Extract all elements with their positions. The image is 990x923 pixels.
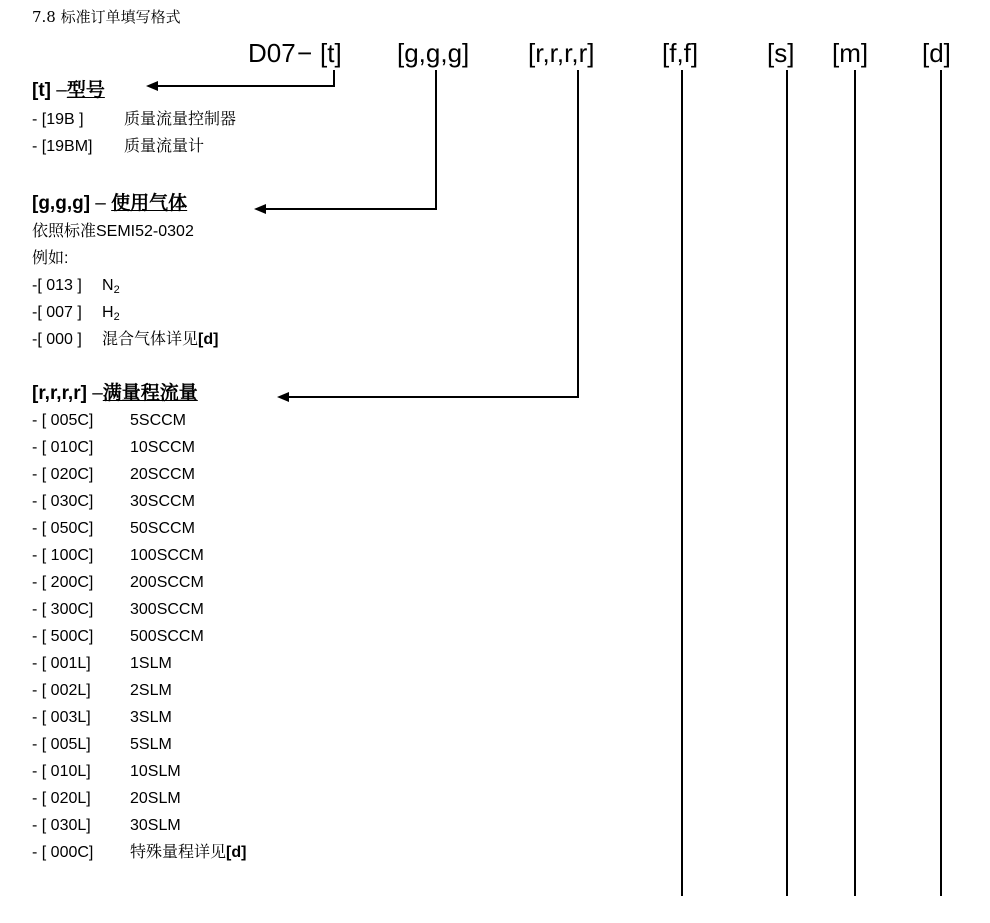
- gas-example-note: 例如:: [32, 250, 69, 267]
- item-code: - [ 003L]: [32, 709, 91, 726]
- range-heading-sep: –: [86, 383, 103, 404]
- item-desc: 50SCCM: [130, 520, 195, 537]
- range-list: [32, 407, 246, 866]
- arrowhead-g: [254, 204, 266, 214]
- list-item: [32, 839, 246, 866]
- item-desc: N: [102, 277, 114, 294]
- item-code: - [ 010C]: [32, 439, 94, 456]
- item-desc: 混合气体详见: [102, 331, 199, 348]
- range-heading-label: 满量程流量: [102, 383, 198, 404]
- list-item: [32, 272, 218, 299]
- item-code: - [ 500C]: [32, 628, 94, 645]
- code-field-t: [t]: [320, 38, 342, 68]
- gas-heading-sep: –: [90, 193, 112, 214]
- list-item: [32, 677, 246, 704]
- arrow-t: [156, 70, 334, 86]
- section-title: 7.8 标准订单填写格式: [32, 8, 181, 26]
- item-subscript: 2: [113, 284, 120, 296]
- list-item: [32, 785, 246, 812]
- list-item: [32, 812, 246, 839]
- item-code: - [ 030C]: [32, 493, 94, 510]
- code-field-m: [m]: [832, 38, 869, 68]
- code-field-s: [s]: [767, 38, 795, 68]
- gas-heading-label: 使用气体: [111, 193, 188, 214]
- item-desc: 30SCCM: [130, 493, 195, 510]
- item-code: - [ 300C]: [32, 601, 94, 618]
- list-item: [32, 106, 236, 133]
- range-heading-code: [r,r,r,r]: [32, 383, 87, 404]
- list-item: [32, 488, 246, 515]
- item-desc: 20SLM: [130, 790, 181, 807]
- item-code: - [ 000C]: [32, 844, 94, 861]
- item-code: - [ 030L]: [32, 817, 91, 834]
- item-desc: 5SCCM: [130, 412, 187, 429]
- list-item: [32, 542, 246, 569]
- item-desc: 质量流量计: [124, 138, 205, 155]
- item-code: -[ 007 ]: [32, 304, 82, 321]
- item-desc: 5SLM: [130, 736, 172, 753]
- item-desc: 500SCCM: [130, 628, 204, 645]
- list-item: [32, 434, 246, 461]
- item-desc: 3SLM: [130, 709, 172, 726]
- list-item: [32, 569, 246, 596]
- type-heading: [32, 80, 105, 102]
- item-desc: 特殊量程详见: [130, 844, 227, 861]
- item-desc: 300SCCM: [130, 601, 204, 618]
- list-item: [32, 326, 218, 353]
- gas-heading: [32, 193, 187, 215]
- list-item: [32, 299, 218, 326]
- item-code: - [ 200C]: [32, 574, 94, 591]
- item-code: - [19B ]: [32, 111, 84, 128]
- item-desc: 2SLM: [130, 682, 172, 699]
- gas-list: [32, 218, 218, 353]
- list-item: [32, 731, 246, 758]
- item-code: - [ 010L]: [32, 763, 91, 780]
- item-desc: 20SCCM: [130, 466, 195, 483]
- type-list: [32, 106, 236, 160]
- code-field-r: [r,r,r,r]: [528, 38, 595, 68]
- gas-heading-code: [g,g,g]: [32, 193, 91, 214]
- arrow-r: [288, 70, 578, 397]
- item-code: - [ 005C]: [32, 412, 94, 429]
- item-desc: 1SLM: [130, 655, 172, 672]
- item-code: - [ 020L]: [32, 790, 91, 807]
- item-code: - [19BM]: [32, 138, 93, 155]
- arrowhead-t: [146, 81, 158, 91]
- code-dash: −: [297, 38, 313, 68]
- item-ref: [d]: [226, 844, 247, 861]
- item-desc: 质量流量控制器: [124, 111, 237, 128]
- item-code: - [ 001L]: [32, 655, 91, 672]
- list-item: [32, 133, 236, 160]
- item-code: - [ 100C]: [32, 547, 94, 564]
- code-prefix: D07: [248, 38, 296, 68]
- list-item: [32, 704, 246, 731]
- arrow-g: [265, 70, 436, 209]
- item-desc: 30SLM: [130, 817, 181, 834]
- item-desc: 10SLM: [130, 763, 181, 780]
- item-code: - [ 020C]: [32, 466, 94, 483]
- range-heading: [32, 383, 198, 405]
- list-item: [32, 650, 246, 677]
- item-code: -[ 013 ]: [32, 277, 82, 294]
- type-heading-sep: –: [50, 80, 67, 101]
- item-desc: H: [102, 304, 114, 321]
- gas-standard-note: 依照标准SEMI52-0302: [32, 223, 194, 240]
- item-ref: [d]: [198, 331, 219, 348]
- item-subscript: 2: [113, 311, 120, 323]
- item-code: - [ 002L]: [32, 682, 91, 699]
- item-desc: 10SCCM: [130, 439, 195, 456]
- item-code: - [ 050C]: [32, 520, 94, 537]
- item-desc: 200SCCM: [130, 574, 204, 591]
- list-item: [32, 407, 246, 434]
- type-heading-code: [t]: [32, 80, 51, 101]
- arrowhead-r: [277, 392, 289, 402]
- item-code: -[ 000 ]: [32, 331, 82, 348]
- list-item: [32, 758, 246, 785]
- item-desc: 100SCCM: [130, 547, 204, 564]
- list-item: [32, 515, 246, 542]
- code-field-d: [d]: [922, 38, 951, 68]
- code-field-f: [f,f]: [662, 38, 699, 68]
- list-item: [32, 461, 246, 488]
- type-heading-label: 型号: [66, 80, 105, 101]
- list-item: [32, 596, 246, 623]
- list-item: [32, 623, 246, 650]
- item-code: - [ 005L]: [32, 736, 91, 753]
- code-field-g: [g,g,g]: [397, 38, 470, 68]
